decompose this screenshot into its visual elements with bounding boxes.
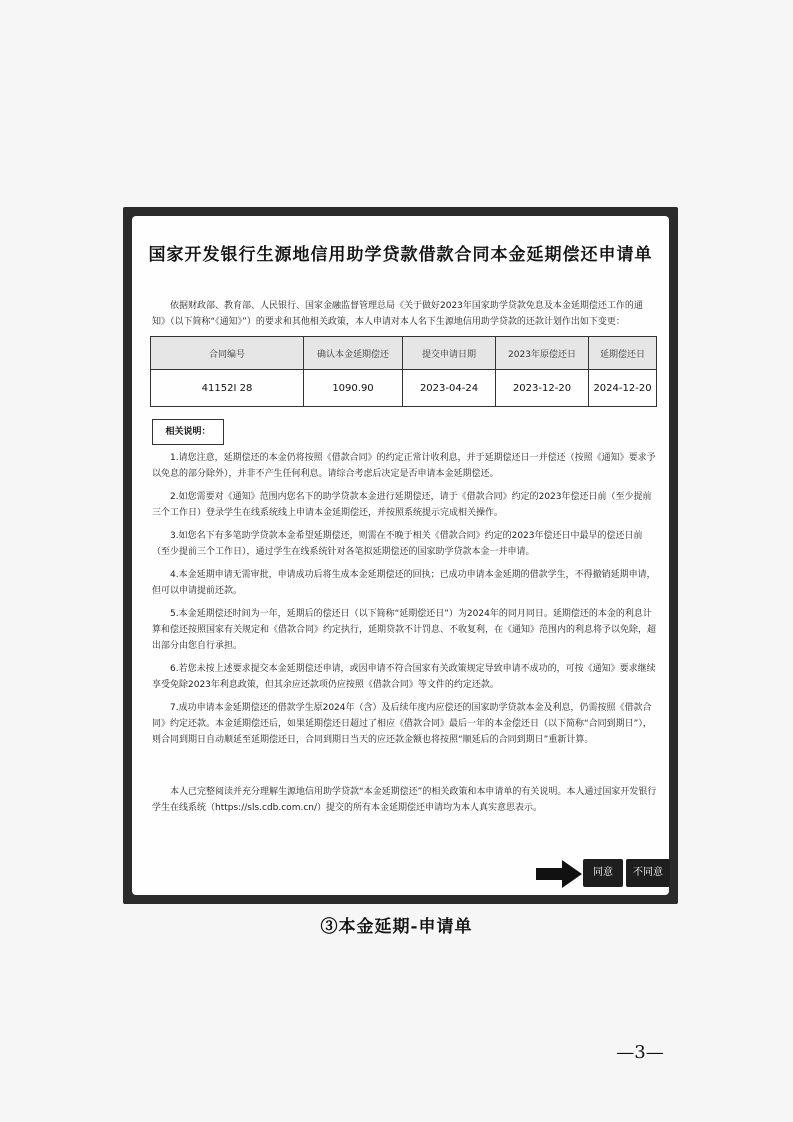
agree-button[interactable]: 同意 [583, 859, 623, 887]
notes-list [152, 450, 657, 755]
application-form-panel [132, 216, 669, 895]
note-item: 4.本金延期申请无需审批，申请成功后将生成本金延期偿还的回执；已成功申请本金延期的借款学生，不得撤销延期申请，但可以申请提前还款。 [152, 570, 656, 596]
column-header: 提交申请日期 [403, 337, 496, 370]
deferred-due-date-cell: 2024-12-20 [589, 370, 657, 407]
note-item: 7.成功申请本金延期偿还的借款学生原2024年（含）及后续年度内应偿还的国家助学贷款本金及利息，仍需按照《借款合同》约定还款。本金延期偿还后，如果延期偿还日超过了相应《借款合同》最后一年的本金偿还日（以下简称“合同到期日”），则合同到期日自动顺延至延期偿还日，合同到期日当天的应还款金额也将按照“顺延后的合同到期日”重新计算。 [152, 703, 652, 745]
original-due-date-cell: 2023-12-20 [496, 370, 589, 407]
column-header: 2023年原偿还日 [496, 337, 589, 370]
contract-table [150, 336, 657, 407]
note-item: 3.如您名下有多笔助学贷款本金希望延期偿还，则需在不晚于相关《借款合同》约定的2023年偿还日中最早的偿还日前（至少提前三个工作日），通过学生在线系统针对各笔拟延期偿还的国家助学贷款本金一并申请。 [152, 531, 643, 557]
column-header: 确认本金延期偿还 [304, 337, 403, 370]
arrow-right-icon [536, 858, 582, 890]
contract-number-cell: 41152I 28 [151, 370, 304, 407]
disagree-button[interactable]: 不同意 [626, 859, 670, 887]
submit-date-cell: 2023-04-24 [403, 370, 496, 407]
note-item: 1.请您注意，延期偿还的本金仍将按照《借款合同》的约定正常计收利息，并于延期偿还日一并偿还（按照《通知》要求予以免息的部分除外），并非不产生任何利息。请综合考虑后决定是否申请本金延期偿还。 [152, 453, 656, 479]
table-row [151, 370, 657, 407]
form-title: 国家开发银行生源地信用助学贷款借款合同本金延期偿还申请单 [148, 245, 653, 265]
note-item: 2.如您需要对《通知》范围内您名下的助学贷款本金进行延期偿还，请于《借款合同》约定的2023年偿还日前（至少提前三个工作日）登录学生在线系统线上申请本金延期偿还，并按照系统提示完成相关操作。 [152, 492, 652, 518]
notes-heading: 相关说明： [152, 419, 224, 445]
note-item: 5.本金延期偿还时间为一年，延期后的偿还日（以下简称“延期偿还日”）为2024年的同月同日。延期偿还的本金的利息计算和偿还按照国家有关规定和《借款合同》约定执行，延期贷款不计罚息、不收复利，在《通知》范围内的利息将予以免除，超出部分由您自行承担。 [152, 609, 657, 651]
note-item: 6.若您未按上述要求提交本金延期偿还申请，或因申请不符合国家有关政策规定导致申请不成功的，可按《通知》要求继续享受免除2023年利息政策，但其余应还款项仍应按照《借款合同》等文件的约定还款。 [152, 664, 656, 690]
column-header: 合同编号 [151, 337, 304, 370]
table-header-row [151, 337, 657, 370]
principal-amount-cell: 1090.90 [304, 370, 403, 407]
screenshot-frame [123, 207, 678, 904]
consent-statement: 本人已完整阅读并充分理解生源地信用助学贷款“本金延期偿还”的相关政策和本申请单的有关说明。本人通过国家开发银行学生在线系统（https://sls.cdb.com.cn/）提交的所有本金延期偿还申请均为本人真实意思表示。 [152, 787, 657, 813]
figure-caption: ③本金延期-申请单 [320, 917, 473, 937]
page-number: —3— [616, 1042, 664, 1063]
form-intro: 依据财政部、教育部、人民银行、国家金融监督管理总局《关于做好2023年国家助学贷款免息及本金延期偿还工作的通知》（以下简称“《通知》”）的要求和其他相关政策，本人申请对本人名下生源地信用助学贷款的还款计划作出如下变更： [152, 301, 643, 327]
column-header: 延期偿还日 [589, 337, 657, 370]
